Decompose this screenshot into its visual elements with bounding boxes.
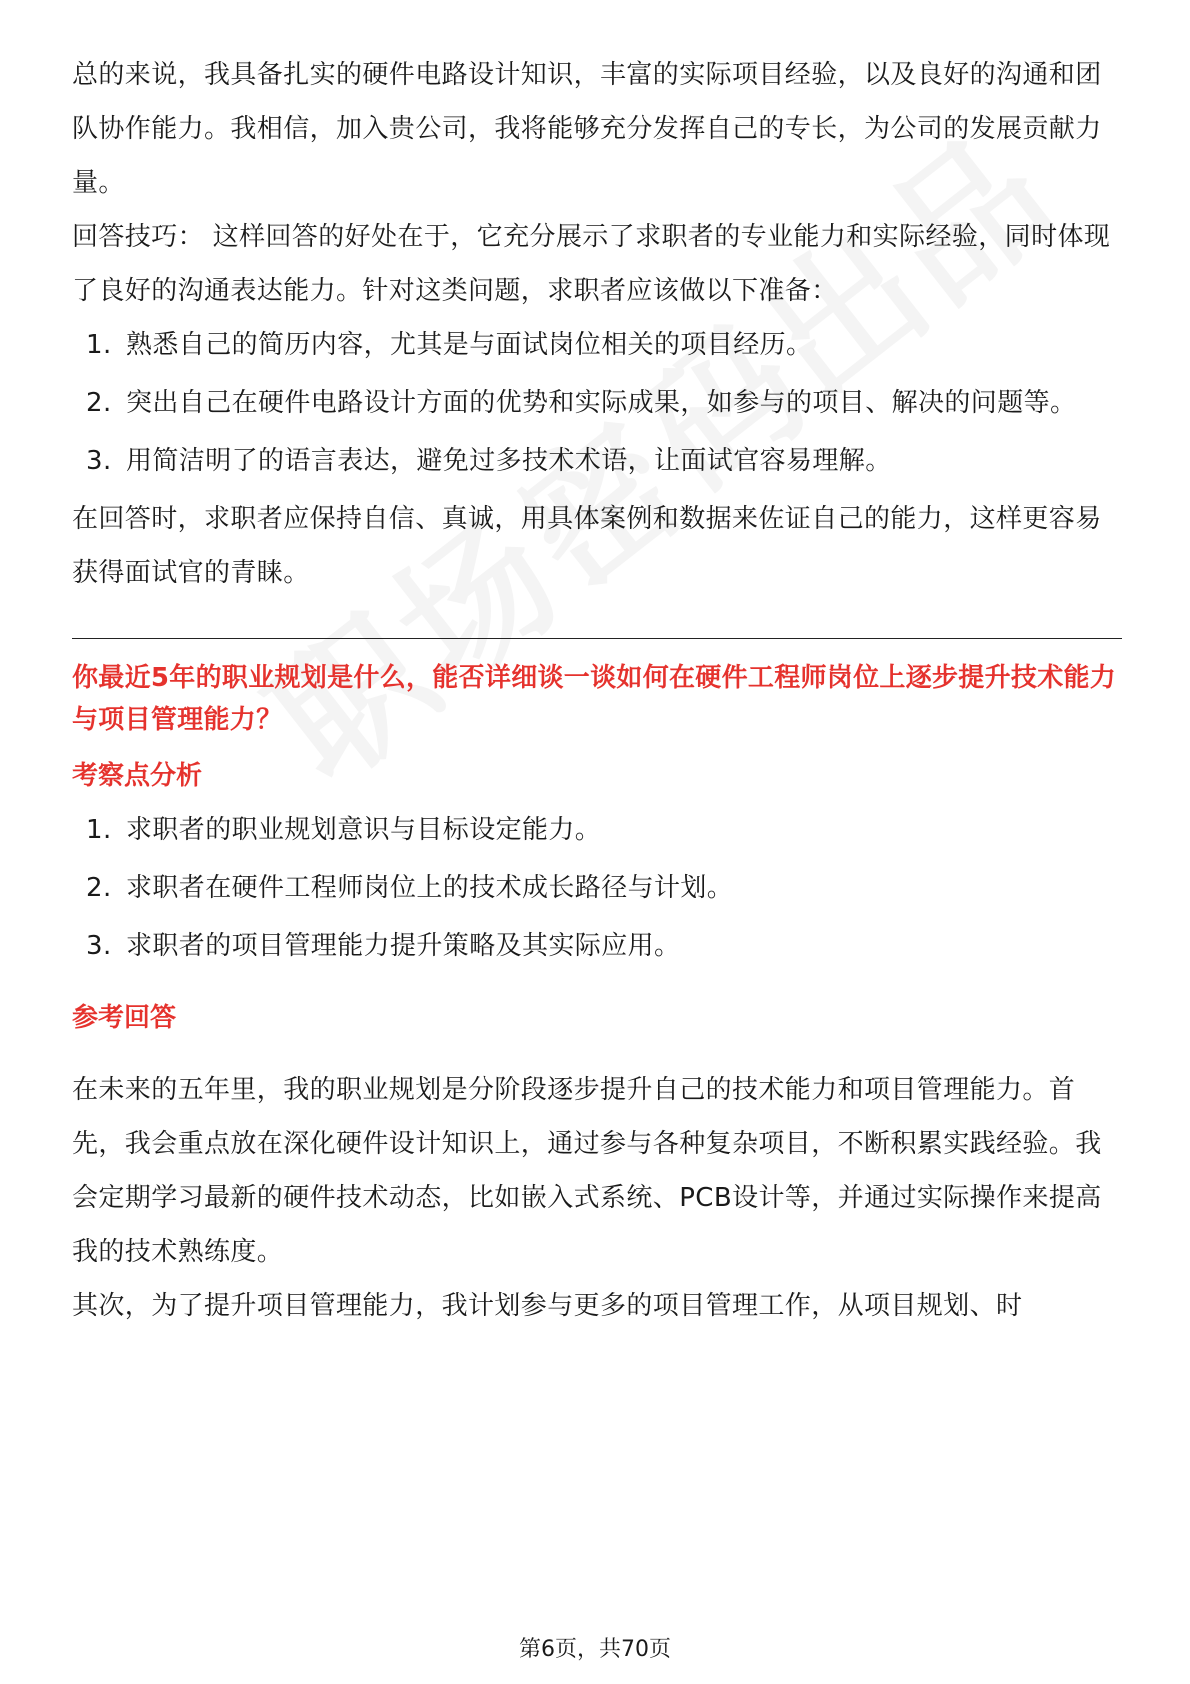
list-item	[72, 318, 1122, 372]
list-item	[72, 861, 1122, 915]
list-number: 2.	[86, 873, 112, 903]
closing-paragraph: 在回答时，求职者应保持自信、真诚，用具体案例和数据来佐证自己的能力，这样更容易获得面试官的青睐。	[72, 504, 1102, 588]
list-text: 用简洁明了的语言表达，避免过多技术术语，让面试官容易理解。	[126, 446, 892, 476]
analysis-heading: 考察点分析	[72, 761, 203, 791]
list-text: 突出自己在硬件电路设计方面的优势和实际成果，如参与的项目、解决的问题等。	[126, 388, 1077, 418]
page-number: 第6页，共70页	[519, 1637, 671, 1662]
answer-paragraph-continued: 其次，为了提升项目管理能力，我计划参与更多的项目管理工作，从项目规划、时	[72, 1291, 1023, 1321]
list-text: 求职者在硬件工程师岗位上的技术成长路径与计划。	[126, 873, 734, 903]
intro-paragraph: 总的来说，我具备扎实的硬件电路设计知识，丰富的实际项目经验，以及良好的沟通和团队协作能力。我相信，加入贵公司，我将能够充分发挥自己的专长，为公司的发展贡献力量。	[72, 60, 1102, 198]
list-number: 3.	[86, 931, 112, 961]
list-text: 求职者的项目管理能力提升策略及其实际应用。	[126, 931, 681, 961]
list-item	[72, 919, 1122, 973]
answer-heading: 参考回答	[72, 1003, 177, 1033]
analysis-list	[72, 803, 1122, 973]
document-page	[72, 48, 1122, 1333]
list-text: 求职者的职业规划意识与目标设定能力。	[126, 815, 602, 845]
tips-paragraph: 回答技巧： 这样回答的好处在于，它充分展示了求职者的专业能力和实际经验，同时体现了良好的沟通表达能力。针对这类问题，求职者应该做以下准备：	[72, 222, 1111, 306]
list-item	[72, 434, 1122, 488]
list-number: 3.	[86, 446, 112, 476]
list-number: 1.	[86, 815, 112, 845]
list-item	[72, 803, 1122, 857]
list-item	[72, 376, 1122, 430]
section-divider	[72, 638, 1122, 639]
list-number: 1.	[86, 330, 112, 360]
answer-paragraph: 在未来的五年里，我的职业规划是分阶段逐步提升自己的技术能力和项目管理能力。首先，我会重点放在深化硬件设计知识上，通过参与各种复杂项目，不断积累实践经验。我会定期学习最新的硬件技术动态，比如嵌入式系统、PCB设计等，并通过实际操作来提高我的技术熟练度。	[72, 1075, 1102, 1267]
tips-list	[72, 318, 1122, 488]
list-text: 熟悉自己的简历内容，尤其是与面试岗位相关的项目经历。	[126, 330, 813, 360]
interview-question: 你最近5年的职业规划是什么，能否详细谈一谈如何在硬件工程师岗位上逐步提升技术能力与项目管理能力？	[72, 663, 1117, 735]
list-number: 2.	[86, 388, 112, 418]
